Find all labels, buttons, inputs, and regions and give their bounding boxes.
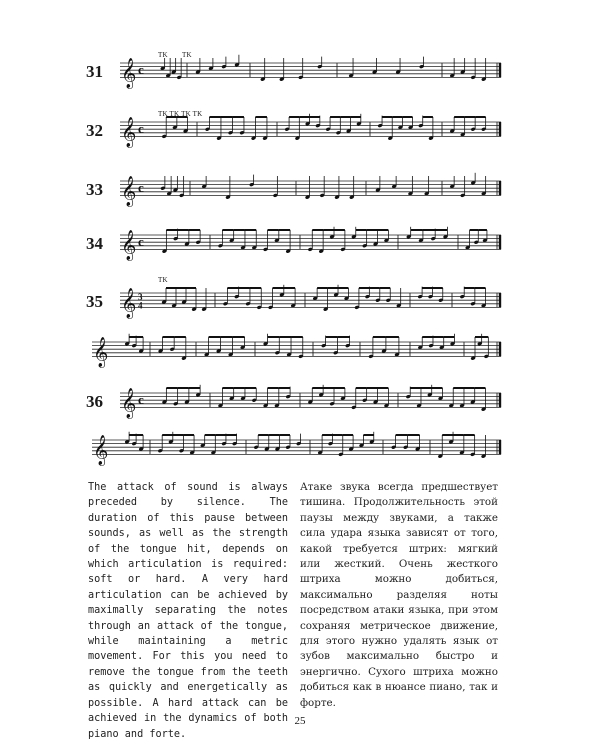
articulation-marking: TK xyxy=(158,51,168,59)
time-signature-bottom: 4 xyxy=(138,300,143,311)
treble-clef: 𝄞 xyxy=(121,176,137,207)
treble-clef: 𝄞 xyxy=(121,230,137,261)
common-time-signature: c xyxy=(138,233,144,249)
english-paragraph: The attack of sound is always preceded by silence. The duration of this pause between sounds, as well as the strength of the tongue hit, depends on which articulation is required: soft or hard. A very hard articulation can be achieved by maximally separating the notes through an attack of the tongue, while maintaining a metric movement. For this you need to remove the tongue from the teeth as quickly and energetically as possible. A hard attack can be achieved in the dynamics of both piano and forte. xyxy=(88,482,288,740)
time-signature-top: 3 xyxy=(138,292,143,302)
treble-clef: 𝄞 xyxy=(121,58,137,89)
common-time-signature: c xyxy=(138,391,144,407)
articulation-marking: TK xyxy=(158,276,168,284)
exercise-number-33: 33 xyxy=(86,180,103,199)
exercise-number-31: 31 xyxy=(86,62,103,81)
treble-clef: 𝄞 xyxy=(121,288,137,319)
common-time-signature: c xyxy=(138,179,144,195)
exercise-number-34: 34 xyxy=(86,234,103,253)
treble-clef: 𝄞 xyxy=(121,388,137,419)
articulation-marking: TK TK TK TK xyxy=(158,110,203,118)
articulation-marking: TK xyxy=(182,51,192,59)
treble-clef: 𝄞 xyxy=(121,117,137,148)
exercise-number-35: 35 xyxy=(86,292,103,311)
treble-clef: 𝄞 xyxy=(93,435,109,466)
page-number: 25 xyxy=(294,715,306,727)
treble-clef: 𝄞 xyxy=(93,337,109,368)
common-time-signature: c xyxy=(138,61,144,77)
russian-paragraph: Атаке звука всегда предшествует тишина. Продолжительность этой паузы между звуками, а также сила удара языка зависят от того, какой требуется штрих: мягкий или жесткий. Очень жесткого штриха можно добиться, максимально разделяя ноты посредством атаки языка, при этом сохраняя метрическое движение, для этого нужно удалять язык от зубов максимально быстро и энергично. Сухого штриха можно добиться как в нюансе пиано, так и форте. xyxy=(300,481,498,709)
exercise-number-32: 32 xyxy=(86,121,103,140)
exercise-number-36: 36 xyxy=(86,392,103,411)
common-time-signature: c xyxy=(138,120,144,136)
